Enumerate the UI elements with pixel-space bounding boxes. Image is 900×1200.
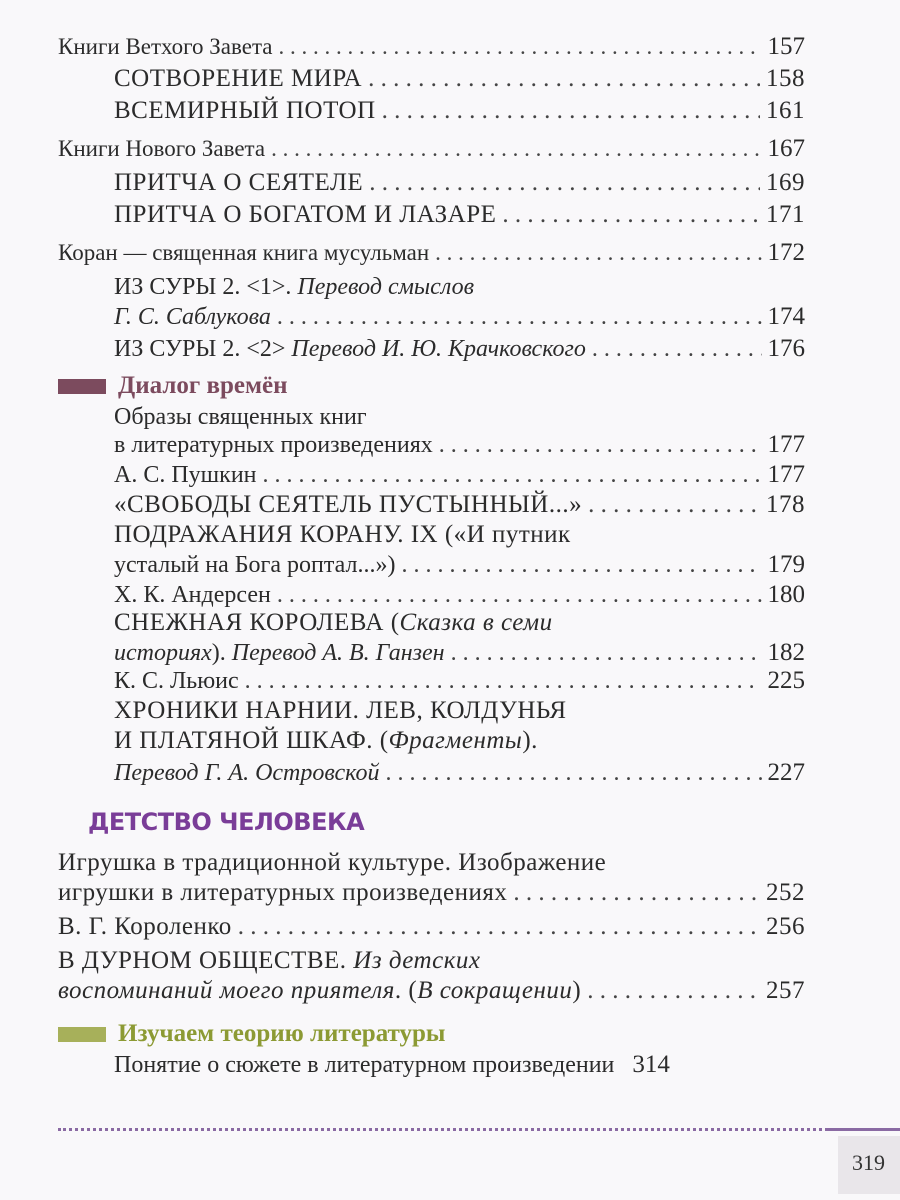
toc-entry: в литературных произведениях . . . 177 xyxy=(0,428,900,462)
theory-section-heading: Изучаем теорию литературы xyxy=(58,1018,445,1050)
toc-entry: Образы священных книг xyxy=(114,404,367,430)
toc-entry: Перевод Г. А. Островской . . . 227 xyxy=(0,756,900,790)
toc-entry: игрушки в литературных произведениях . . . 252 xyxy=(0,876,900,910)
section-marker xyxy=(58,1027,106,1042)
toc-entry: ХРОНИКИ НАРНИИ. ЛЕВ, КОЛДУНЬЯ xyxy=(114,697,567,724)
toc-entry: А. С. Пушкин . . . 177 xyxy=(0,458,900,492)
toc-entry: усталый на Бога роптал...») . . . 179 xyxy=(0,548,900,582)
toc-entry: ИЗ СУРЫ 2. <1>. Перевод смыслов xyxy=(114,274,475,300)
toc-entry: Коран — священная книга мусульман . . . 172 xyxy=(0,236,900,270)
page-ref: 157 xyxy=(767,33,805,60)
toc-entry: ПРИТЧА О БОГАТОМ И ЛАЗАРЕ . . . 171 xyxy=(0,198,900,232)
toc-entry: Х. К. Андерсен . . . 180 xyxy=(0,578,900,612)
toc-entry: Книги Ветхого Завета . . . 157 xyxy=(0,30,900,64)
footer-dotted-rule xyxy=(58,1128,828,1131)
section-marker xyxy=(58,379,106,394)
dialog-section-heading: Диалог времён xyxy=(58,370,287,402)
section-heading: ДЕТСТВО ЧЕЛОВЕКА xyxy=(88,808,365,836)
footer-rule xyxy=(828,1128,900,1131)
toc-entry: Игрушка в традиционной культуре. Изображение xyxy=(58,849,607,876)
page-number: 319 xyxy=(852,1150,885,1175)
toc-entry: В ДУРНОМ ОБЩЕСТВЕ. Из детских xyxy=(58,947,481,974)
toc-entry: историях). Перевод А. В. Ганзен . . . 182 xyxy=(0,636,900,670)
toc-entry: воспоминаний моего приятеля. (В сокращении) . . . 257 xyxy=(0,974,900,1008)
toc-entry: «СВОБОДЫ СЕЯТЕЛЬ ПУСТЫННЫЙ...» . . . 178 xyxy=(0,488,900,522)
toc-entry: СОТВОРЕНИЕ МИРА . . . 158 xyxy=(0,62,900,96)
toc-entry: ПОДРАЖАНИЯ КОРАНУ. IX («И путник xyxy=(114,521,571,548)
toc-entry: ИЗ СУРЫ 2. <2> Перевод И. Ю. Крачковского . . . 176 xyxy=(0,332,900,366)
toc-entry: Книги Нового Завета . . . 167 xyxy=(0,132,900,166)
toc-entry: И ПЛАТЯНОЙ ШКАФ. (Фрагменты). xyxy=(114,727,538,754)
toc-entry: К. С. Льюис . . . 225 xyxy=(0,664,900,698)
toc-entry: Понятие о сюжете в литературном произведении 314 xyxy=(114,1051,670,1078)
toc-entry: ВСЕМИРНЫЙ ПОТОП . . . 161 xyxy=(0,94,900,128)
toc-entry: ПРИТЧА О СЕЯТЕЛЕ . . . 169 xyxy=(0,166,900,200)
toc-entry: Г. С. Саблукова . . . 174 xyxy=(0,300,900,334)
toc-entry: В. Г. Короленко . . . 256 xyxy=(0,910,900,944)
toc-entry: СНЕЖНАЯ КОРОЛЕВА (Сказка в семи xyxy=(114,609,553,636)
